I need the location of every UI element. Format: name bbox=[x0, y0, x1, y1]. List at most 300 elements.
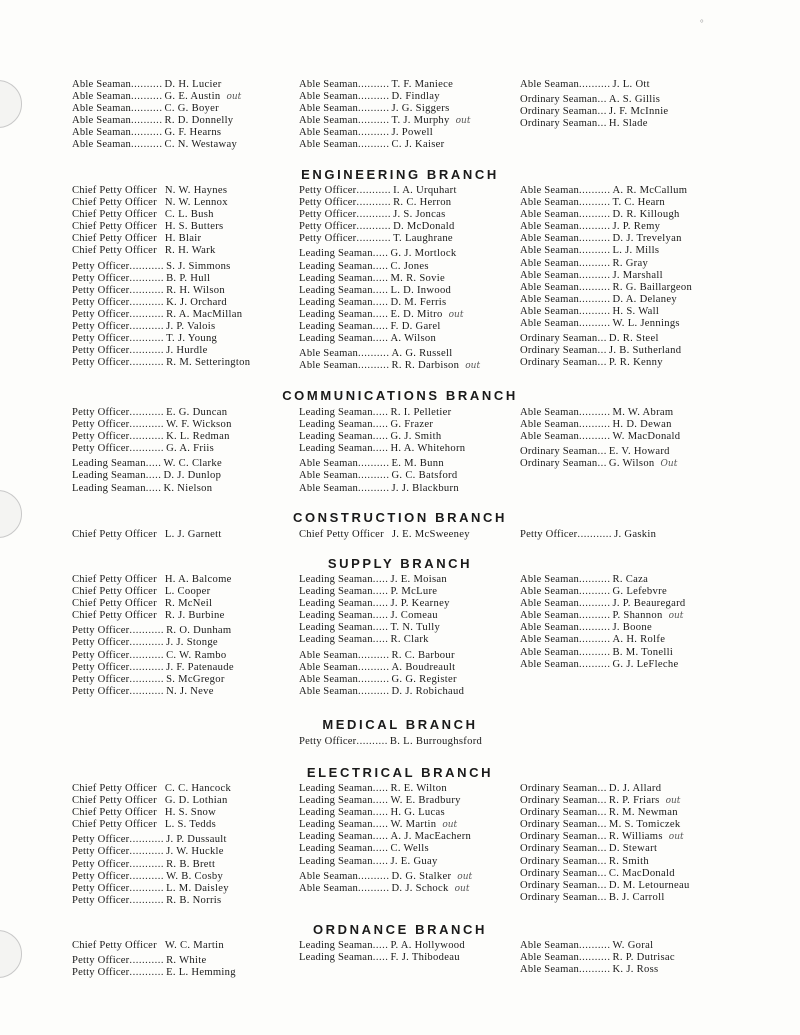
roster-entry bbox=[520, 610, 760, 622]
dot-leader: ..... bbox=[372, 598, 389, 610]
person-name: P. A. Hollywood bbox=[390, 940, 466, 951]
dot-leader: .......... bbox=[578, 197, 611, 209]
dot-leader: ..... bbox=[372, 284, 389, 296]
handwritten-note: out bbox=[226, 92, 242, 103]
person-name: W. F. Wickson bbox=[166, 419, 232, 431]
dot-leader: .......... bbox=[578, 622, 611, 634]
roster-entry bbox=[72, 321, 287, 333]
rank-label: Able Seaman bbox=[520, 964, 579, 976]
dot-leader: ........... bbox=[129, 894, 165, 906]
person-name: T. Laughrane bbox=[393, 233, 453, 245]
dot-leader: .......... bbox=[578, 318, 611, 330]
person-name: B. L. Burroughsford bbox=[389, 736, 483, 747]
rank-label: Leading Seaman bbox=[299, 940, 373, 951]
branch-heading: COMMUNICATIONS BRANCH bbox=[282, 388, 518, 403]
roster-entry bbox=[299, 458, 514, 470]
person-name: J. Boone bbox=[612, 622, 652, 634]
rank-label: Able Seaman bbox=[299, 115, 358, 127]
roster-entry bbox=[299, 622, 514, 634]
person-name: J. E. Moisan bbox=[390, 574, 448, 585]
person-name: A. R. McCallum bbox=[612, 185, 688, 196]
rank-label: Leading Seaman bbox=[299, 248, 373, 260]
person-name: H. S. Butters bbox=[164, 221, 224, 233]
roster-entry bbox=[72, 637, 287, 649]
dot-leader: ........... bbox=[356, 233, 392, 245]
dot-leader: ........... bbox=[129, 625, 165, 637]
roster-entry bbox=[299, 674, 514, 686]
dot-leader: .......... bbox=[357, 360, 390, 372]
roster-entry bbox=[520, 892, 760, 904]
person-name: B. P. Hull bbox=[166, 272, 211, 284]
dot-leader: .......... bbox=[357, 673, 390, 685]
rank-label: Able Seaman bbox=[299, 79, 358, 90]
dot-leader: .......... bbox=[357, 79, 390, 90]
rank-label: Able Seaman bbox=[520, 431, 579, 443]
person-name: E. V. Howard bbox=[608, 446, 670, 458]
dot-leader: .......... bbox=[357, 115, 390, 127]
person-name: K. J. Ross bbox=[612, 964, 659, 976]
dot-leader: ... bbox=[597, 867, 607, 879]
dot-leader: .......... bbox=[578, 574, 611, 585]
roster-entry bbox=[72, 586, 287, 598]
rank-label: Leading Seaman bbox=[299, 419, 373, 431]
rank-label: Able Seaman bbox=[520, 940, 579, 951]
dot-leader: ... bbox=[597, 94, 607, 106]
dot-leader: ..... bbox=[145, 458, 162, 470]
roster-entry bbox=[299, 871, 514, 883]
roster-entry bbox=[520, 964, 760, 976]
dot-leader: ........... bbox=[356, 197, 392, 209]
person-name: M. W. Abram bbox=[612, 407, 674, 418]
roster-entry bbox=[72, 197, 287, 209]
rank-label: Able Seaman bbox=[299, 348, 358, 360]
person-name: H. A. Balcome bbox=[164, 574, 232, 585]
rank-label: Petty Officer bbox=[72, 333, 130, 345]
person-name: G. D. Lothian bbox=[164, 795, 228, 807]
dot-leader: ........... bbox=[129, 284, 165, 296]
roster-entry bbox=[299, 197, 514, 209]
dot-leader: ... bbox=[597, 795, 607, 807]
dot-leader: .......... bbox=[578, 209, 611, 221]
dot-leader: ..... bbox=[372, 783, 389, 794]
roster-entry bbox=[72, 686, 287, 698]
person-name: W. C. Clarke bbox=[163, 458, 222, 470]
roster-entry bbox=[72, 967, 287, 979]
person-name: L. S. Tedds bbox=[164, 819, 217, 831]
roster-entry bbox=[72, 185, 287, 197]
rank-label: Ordinary Seaman bbox=[520, 333, 598, 345]
rank-label: Ordinary Seaman bbox=[520, 867, 598, 879]
person-name: H. S. Wall bbox=[612, 305, 660, 317]
dot-leader: ... bbox=[597, 106, 607, 118]
roster-entry bbox=[299, 407, 514, 419]
rank-label: Petty Officer bbox=[72, 443, 130, 455]
person-name: W. C. Martin bbox=[164, 940, 224, 951]
dot-leader: .......... bbox=[578, 610, 611, 622]
dot-leader: ........... bbox=[129, 955, 165, 967]
person-name: G. G. Register bbox=[391, 673, 457, 685]
person-name: G. F. Hearns bbox=[164, 127, 222, 139]
dot-leader: ........... bbox=[129, 296, 165, 308]
dot-leader: ........... bbox=[356, 185, 392, 196]
roster-entry bbox=[72, 819, 287, 831]
person-name: J. L. Ott bbox=[612, 79, 650, 90]
roster-entry bbox=[299, 127, 514, 139]
roster-entry bbox=[520, 221, 760, 233]
person-name: L. M. Daisley bbox=[166, 882, 229, 894]
rank-label: Petty Officer bbox=[72, 260, 130, 272]
person-name: J. B. Sutherland bbox=[608, 345, 682, 357]
person-name: W. Goral bbox=[612, 940, 654, 951]
dot-leader: ........... bbox=[129, 260, 165, 272]
person-name: R. Williams bbox=[608, 831, 663, 843]
person-name: C. C. Hancock bbox=[164, 783, 232, 794]
rank-label: Petty Officer bbox=[72, 407, 130, 418]
rank-label: Chief Petty Officer bbox=[72, 795, 157, 807]
rank-label: Ordinary Seaman bbox=[520, 446, 598, 458]
rank-label: Chief Petty Officer bbox=[72, 209, 157, 221]
dot-leader: ... bbox=[597, 831, 607, 843]
roster-entry bbox=[299, 483, 514, 495]
rank-label: Ordinary Seaman bbox=[520, 855, 598, 867]
roster-entry bbox=[72, 662, 287, 674]
person-name: A. Boudreault bbox=[391, 661, 456, 673]
person-name: R. Caza bbox=[612, 574, 649, 585]
binder-hole bbox=[0, 930, 22, 978]
rank-label: Petty Officer bbox=[72, 661, 130, 673]
roster-entry bbox=[299, 819, 514, 831]
person-name: N. W. Haynes bbox=[164, 185, 228, 196]
roster-entry bbox=[299, 248, 514, 260]
rank-label: Able Seaman bbox=[299, 482, 358, 494]
roster-entry bbox=[520, 843, 760, 855]
rank-label: Leading Seaman bbox=[299, 819, 373, 831]
person-name: H. G. Lucas bbox=[390, 807, 445, 819]
roster-entry bbox=[299, 297, 514, 309]
rank-label: Able Seaman bbox=[520, 622, 579, 634]
dot-leader: .......... bbox=[357, 139, 390, 151]
rank-label: Chief Petty Officer bbox=[72, 783, 157, 794]
rank-label: Leading Seaman bbox=[299, 586, 373, 598]
dot-leader: ........... bbox=[129, 308, 165, 320]
person-name: C. L. Bush bbox=[164, 209, 214, 221]
rank-label: Leading Seaman bbox=[299, 260, 373, 272]
person-name: R. C. Herron bbox=[393, 197, 452, 209]
dot-leader: ........... bbox=[129, 637, 165, 649]
rank-label: Leading Seaman bbox=[72, 458, 146, 470]
roster-entry bbox=[299, 610, 514, 622]
person-name: C. MacDonald bbox=[608, 867, 675, 879]
roster-entry bbox=[72, 357, 287, 369]
roster-entry bbox=[520, 258, 760, 270]
roster-entry bbox=[299, 419, 514, 431]
rank-label: Able Seaman bbox=[520, 586, 579, 598]
person-name: W. MacDonald bbox=[612, 431, 681, 443]
roster-entry bbox=[299, 586, 514, 598]
rank-label: Petty Officer bbox=[72, 870, 130, 882]
dot-leader: .......... bbox=[578, 658, 611, 670]
dot-leader: .......... bbox=[578, 646, 611, 658]
roster-entry bbox=[72, 650, 287, 662]
roster-column-2 bbox=[299, 79, 514, 152]
rank-label: Chief Petty Officer bbox=[72, 529, 157, 540]
rank-label: Able Seaman bbox=[72, 139, 131, 151]
rank-label: Able Seaman bbox=[72, 127, 131, 139]
person-name: J. E. Guay bbox=[390, 855, 438, 867]
dot-leader: ... bbox=[597, 843, 607, 855]
person-name: J. P. Beauregard bbox=[612, 598, 686, 610]
person-name: G. E. Austin bbox=[164, 91, 221, 103]
handwritten-note: out bbox=[442, 820, 458, 831]
rank-label: Chief Petty Officer bbox=[72, 819, 157, 831]
person-name: W. Martin bbox=[390, 819, 437, 831]
dot-leader: ..... bbox=[372, 431, 389, 443]
person-name: S. J. Simmons bbox=[166, 260, 231, 272]
rank-label: Able Seaman bbox=[520, 245, 579, 257]
rank-label: Petty Officer bbox=[299, 736, 357, 747]
roster-column-2 bbox=[299, 736, 514, 748]
rank-label: Able Seaman bbox=[520, 281, 579, 293]
roster-entry bbox=[299, 91, 514, 103]
rank-label: Petty Officer bbox=[299, 233, 357, 245]
roster-entry bbox=[72, 333, 287, 345]
person-name: T. J. Young bbox=[166, 333, 218, 345]
rank-label: Able Seaman bbox=[520, 318, 579, 330]
roster-entry bbox=[520, 940, 760, 952]
dot-leader: .......... bbox=[357, 661, 390, 673]
dot-leader: ..... bbox=[145, 470, 162, 482]
person-name: K. Nielson bbox=[163, 482, 213, 494]
person-name: E. M. Bunn bbox=[391, 458, 444, 470]
person-name: D. M. Ferris bbox=[390, 296, 447, 308]
person-name: T. F. Maniece bbox=[391, 79, 454, 90]
rank-label: Petty Officer bbox=[72, 649, 130, 661]
dot-leader: ... bbox=[597, 783, 607, 794]
dot-leader: ........... bbox=[129, 858, 165, 870]
person-name: R. B. Brett bbox=[166, 858, 216, 870]
rank-label: Chief Petty Officer bbox=[299, 529, 384, 540]
person-name: T. C. Hearn bbox=[612, 197, 665, 209]
rank-label: Able Seaman bbox=[299, 661, 358, 673]
roster-entry bbox=[520, 79, 760, 91]
dot-leader: ........... bbox=[129, 882, 165, 894]
rank-label: Chief Petty Officer bbox=[72, 574, 157, 585]
roster-column-1 bbox=[72, 407, 287, 495]
person-name: M. S. Tomiczek bbox=[608, 819, 681, 831]
rank-label: Leading Seaman bbox=[299, 831, 373, 843]
dot-leader: .......... bbox=[578, 419, 611, 431]
roster-entry bbox=[299, 261, 514, 273]
dot-leader: .......... bbox=[357, 127, 390, 139]
person-name: N. J. Neve bbox=[166, 685, 214, 697]
rank-label: Leading Seaman bbox=[299, 598, 373, 610]
dot-leader: ... bbox=[597, 118, 607, 130]
person-name: D. Findlay bbox=[391, 91, 440, 103]
rank-label: Able Seaman bbox=[299, 458, 358, 470]
rank-label: Leading Seaman bbox=[299, 308, 373, 320]
rank-label: Leading Seaman bbox=[299, 321, 373, 333]
rank-label: Chief Petty Officer bbox=[72, 807, 157, 819]
roster-entry bbox=[520, 529, 760, 541]
rank-label: Leading Seaman bbox=[299, 296, 373, 308]
roster-entry bbox=[299, 598, 514, 610]
roster-entry bbox=[72, 940, 287, 952]
person-name: J. Hurdle bbox=[166, 345, 208, 357]
dot-leader: ... bbox=[597, 807, 607, 819]
roster-entry bbox=[72, 419, 287, 431]
dot-leader: ... bbox=[597, 458, 607, 470]
dot-leader: ..... bbox=[372, 843, 389, 855]
rank-label: Able Seaman bbox=[299, 91, 358, 103]
dot-leader: .......... bbox=[130, 91, 163, 103]
roster-entry bbox=[299, 309, 514, 321]
person-name: A. S. Gillis bbox=[608, 94, 661, 106]
dot-leader: ..... bbox=[372, 443, 389, 455]
dot-leader: .......... bbox=[578, 305, 611, 317]
person-name: D. H. Lucier bbox=[164, 79, 222, 90]
rank-label: Chief Petty Officer bbox=[72, 586, 157, 598]
person-name: J. P. Kearney bbox=[390, 598, 450, 610]
roster-entry bbox=[299, 662, 514, 674]
dot-leader: ........... bbox=[129, 345, 165, 357]
roster-entry bbox=[520, 318, 760, 330]
dot-leader: ........... bbox=[129, 967, 165, 979]
person-name: N. W. Lennox bbox=[164, 197, 228, 209]
roster-entry bbox=[299, 233, 514, 245]
rank-label: Petty Officer bbox=[299, 221, 357, 233]
rank-label: Able Seaman bbox=[520, 419, 579, 431]
roster-entry bbox=[520, 659, 760, 671]
person-name: I. A. Urquhart bbox=[393, 185, 457, 196]
rank-label: Leading Seaman bbox=[299, 795, 373, 807]
person-name: D. R. Killough bbox=[612, 209, 680, 221]
roster-entry bbox=[72, 895, 287, 907]
dot-leader: ... bbox=[597, 357, 607, 369]
roster-column-1 bbox=[72, 783, 287, 907]
roster-entry bbox=[520, 598, 760, 610]
roster-entry bbox=[72, 297, 287, 309]
roster-column-2 bbox=[299, 783, 514, 895]
handwritten-note: out bbox=[665, 796, 681, 807]
roster-entry bbox=[520, 622, 760, 634]
person-name: K. L. Redman bbox=[166, 431, 230, 443]
rank-label: Leading Seaman bbox=[299, 783, 373, 794]
dot-leader: ..... bbox=[372, 952, 389, 964]
rank-label: Able Seaman bbox=[520, 646, 579, 658]
roster-entry bbox=[299, 831, 514, 843]
branch-heading: CONSTRUCTION BRANCH bbox=[292, 510, 508, 525]
roster-entry bbox=[520, 634, 760, 646]
rank-label: Petty Officer bbox=[299, 197, 357, 209]
person-name: R. P. Dutrisac bbox=[612, 952, 675, 964]
dot-leader: ..... bbox=[372, 855, 389, 867]
roster-entry bbox=[72, 846, 287, 858]
person-name: W. L. Jennings bbox=[612, 318, 680, 330]
person-name: D. J. Allard bbox=[608, 783, 662, 794]
dot-leader: .......... bbox=[578, 281, 611, 293]
rank-label: Ordinary Seaman bbox=[520, 94, 598, 106]
roster-entry bbox=[72, 598, 287, 610]
person-name: C. G. Boyer bbox=[164, 103, 219, 115]
dot-leader: .......... bbox=[578, 586, 611, 598]
rank-label: Chief Petty Officer bbox=[72, 233, 157, 245]
dot-leader: .......... bbox=[357, 482, 390, 494]
dot-leader: .......... bbox=[578, 185, 611, 196]
roster-entry bbox=[520, 106, 760, 118]
roster-entry bbox=[520, 407, 760, 419]
roster-entry bbox=[72, 443, 287, 455]
roster-entry bbox=[520, 795, 760, 807]
dot-leader: .......... bbox=[130, 127, 163, 139]
roster-entry bbox=[520, 94, 760, 106]
dot-leader: ..... bbox=[145, 482, 162, 494]
dot-leader: .......... bbox=[578, 407, 611, 418]
rank-label: Able Seaman bbox=[299, 649, 358, 661]
person-name: R. O. Dunham bbox=[166, 625, 232, 637]
dot-leader: ........... bbox=[129, 333, 165, 345]
dot-leader: ........... bbox=[129, 321, 165, 333]
dot-leader: .......... bbox=[130, 115, 163, 127]
person-name: J. P. Valois bbox=[166, 321, 216, 333]
rank-label: Leading Seaman bbox=[299, 574, 373, 585]
rank-label: Leading Seaman bbox=[299, 272, 373, 284]
person-name: G. C. Batsford bbox=[391, 470, 458, 482]
person-name: R. D. Donnelly bbox=[164, 115, 234, 127]
roster-entry bbox=[72, 91, 287, 103]
rank-label: Able Seaman bbox=[299, 127, 358, 139]
rank-label: Able Seaman bbox=[299, 673, 358, 685]
roster-entry bbox=[72, 871, 287, 883]
roster-entry bbox=[72, 79, 287, 91]
roster-entry bbox=[72, 783, 287, 795]
person-name: C. Jones bbox=[390, 260, 429, 272]
roster-entry bbox=[520, 270, 760, 282]
roster-entry bbox=[72, 458, 287, 470]
corner-mark: ° bbox=[700, 18, 704, 28]
rank-label: Petty Officer bbox=[72, 357, 130, 369]
rank-label: Leading Seaman bbox=[299, 431, 373, 443]
rank-label: Chief Petty Officer bbox=[72, 197, 157, 209]
rank-label: Able Seaman bbox=[520, 257, 579, 269]
rank-label: Able Seaman bbox=[299, 360, 358, 372]
person-name: R. J. Burbine bbox=[164, 610, 225, 622]
rank-label: Leading Seaman bbox=[72, 470, 146, 482]
dot-leader: ........... bbox=[356, 209, 392, 221]
person-name: J. Gaskin bbox=[614, 529, 657, 540]
roster-entry bbox=[520, 419, 760, 431]
rank-label: Able Seaman bbox=[520, 305, 579, 317]
person-name: J. J. Blackburn bbox=[391, 482, 459, 494]
rank-label: Petty Officer bbox=[72, 846, 130, 858]
dot-leader: ........... bbox=[577, 529, 613, 540]
roster-entry bbox=[299, 783, 514, 795]
roster-entry bbox=[520, 233, 760, 245]
roster-entry bbox=[72, 407, 287, 419]
roster-entry bbox=[72, 470, 287, 482]
roster-entry bbox=[520, 446, 760, 458]
person-name: S. McGregor bbox=[166, 673, 225, 685]
roster-entry bbox=[299, 115, 514, 127]
dot-leader: ... bbox=[597, 879, 607, 891]
person-name: J. J. Stonge bbox=[166, 637, 218, 649]
person-name: G. J. Mortlock bbox=[390, 248, 457, 260]
rank-label: Ordinary Seaman bbox=[520, 118, 598, 130]
dot-leader: .......... bbox=[130, 103, 163, 115]
roster-entry bbox=[520, 586, 760, 598]
roster-entry bbox=[299, 807, 514, 819]
roster-entry bbox=[299, 79, 514, 91]
rank-label: Able Seaman bbox=[299, 882, 358, 894]
